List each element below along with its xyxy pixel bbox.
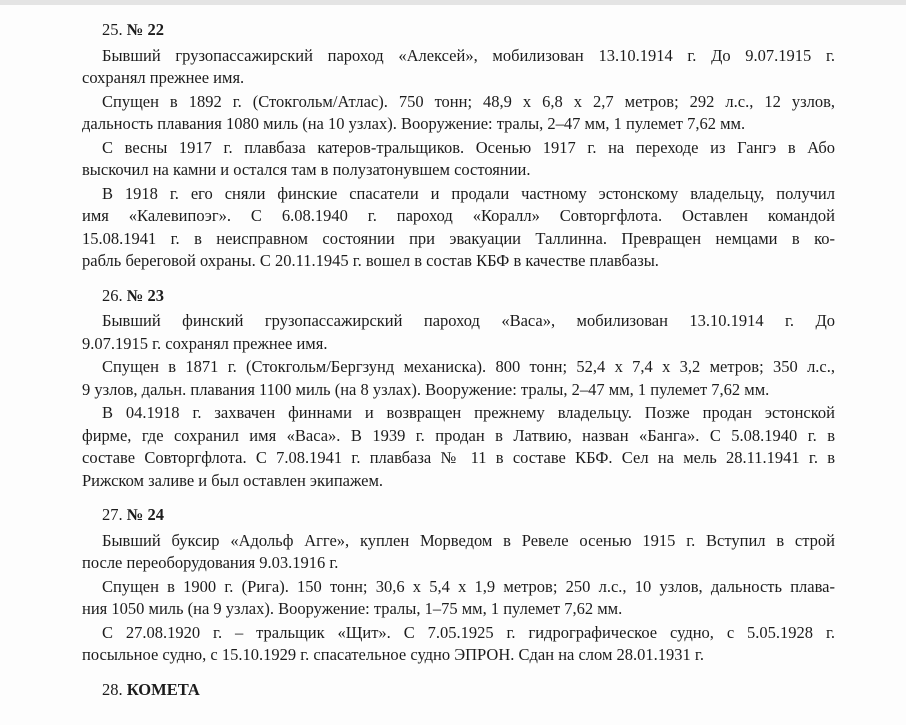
text-line: 9 узлов, дальн. плавания 1100 миль (на 8 узлах). Вооружение: тралы, 2–47 мм, 1 пулемет 7,62 мм. <box>82 379 770 399</box>
text-line: Бывший буксир «Адольф Агге», куплен Морведом в Ревеле осенью 1915 г. Вступил в строй <box>102 530 835 550</box>
entry-title: КОМЕТА <box>126 679 200 699</box>
paragraph <box>82 530 835 575</box>
text-line: Рижском заливе и был оставлен экипажем. <box>82 470 384 490</box>
text-line: 9.07.1915 г. сохранял прежнее имя. <box>82 333 328 353</box>
paragraph <box>82 137 835 182</box>
entry-number: 27. <box>102 505 123 524</box>
text-line: Спущен в 1871 г. (Стокгольм/Бергзунд механиска). 800 тонн; 52,4 х 7,4 х 3,2 метров; 350 л.с., <box>102 357 835 376</box>
text-line: составе Совторгфлота. С 7.08.1941 г. плавбаза № 11 в составе КБФ. Сел на мель 28.11.1941 г. в <box>82 448 835 467</box>
entry-title: № 22 <box>126 20 164 39</box>
text-line: рабль береговой охраны. С 20.11.1945 г. вошел в состав КБФ в качестве плавбазы. <box>82 251 659 270</box>
text-line: Бывший грузопассажирский пароход «Алексей», мобилизован 13.10.1914 г. До 9.07.1915 г. <box>102 45 835 65</box>
text-line: после переоборудования 9.03.1916 г. <box>82 553 339 572</box>
entry-heading <box>82 504 835 527</box>
text-line: выскочил на камни и остался там в полузатонувшем состоянии. <box>82 160 531 179</box>
paragraph <box>82 576 835 621</box>
text-line: Бывший финский грузопассажирский пароход «Васа», мобилизован 13.10.1914 г. До <box>102 311 835 330</box>
text-line: С 27.08.1920 г. – тральщик «Щит». С 7.05.1925 г. гидрографическое судно, с 5.05.1928 г. <box>102 622 835 642</box>
entry-title: № 24 <box>126 505 164 524</box>
paragraph <box>82 183 835 273</box>
ship-entry <box>82 679 835 702</box>
text-line: фирме, где сохранил имя «Васа». В 1939 г. продан в Латвию, назван «Банга». С 5.08.1940 г. в <box>82 425 835 445</box>
text-line: посыльное судно, с 15.10.1929 г. спасательное судно ЭПРОН. Сдан на слом 28.01.1931 г. <box>82 645 704 664</box>
text-line: 15.08.1941 г. в неисправном состоянии при эвакуации Таллинна. Превращен немцами в ко- <box>82 228 835 248</box>
paragraph <box>82 356 835 401</box>
ship-entry <box>82 19 835 273</box>
document-page <box>82 19 835 713</box>
paragraph <box>82 91 835 136</box>
paragraph <box>82 310 835 355</box>
text-line: ния 1050 миль (на 9 узлах). Вооружение: тралы, 1–75 мм, 1 пулемет 7,62 мм. <box>82 599 623 618</box>
paragraph <box>82 622 835 667</box>
entry-heading <box>82 679 835 702</box>
entry-heading <box>82 19 835 42</box>
entry-heading <box>82 285 835 308</box>
text-line: В 04.1918 г. захвачен финнами и возвращен прежнему владельцу. Позже продан эстонской <box>102 403 835 422</box>
ship-entry <box>82 285 835 493</box>
text-line: Спущен в 1900 г. (Рига). 150 тонн; 30,6 х 5,4 х 1,9 метров; 250 л.с., 10 узлов, дальность плава- <box>102 576 835 596</box>
paragraph <box>82 402 835 492</box>
text-line: В 1918 г. его сняли финские спасатели и продали частному эстонскому владельцу, получил <box>102 183 835 203</box>
entry-title: № 23 <box>126 285 164 305</box>
text-line: Спущен в 1892 г. (Стокгольм/Атлас). 750 тонн; 48,9 х 6,8 х 2,7 метров; 292 л.с., 12 узлов, <box>102 91 835 111</box>
text-line: имя «Калевипоэг». С 6.08.1940 г. пароход «Коралл» Совторгфлота. Оставлен командой <box>82 206 835 225</box>
scan-top-edge <box>0 0 906 5</box>
entry-number: 25. <box>102 20 123 39</box>
text-line: дальность плавания 1080 миль (на 10 узлах). Вооружение: тралы, 2–47 мм, 1 пулемет 7,62 мм. <box>82 114 746 133</box>
entry-number: 26. <box>102 285 123 305</box>
text-line: сохранял прежнее имя. <box>82 68 245 87</box>
entry-number: 28. <box>102 679 123 699</box>
ship-entry <box>82 504 835 667</box>
paragraph <box>82 45 835 90</box>
text-line: С весны 1917 г. плавбаза катеров-тральщиков. Осенью 1917 г. на переходе из Гангэ в Або <box>102 137 835 157</box>
